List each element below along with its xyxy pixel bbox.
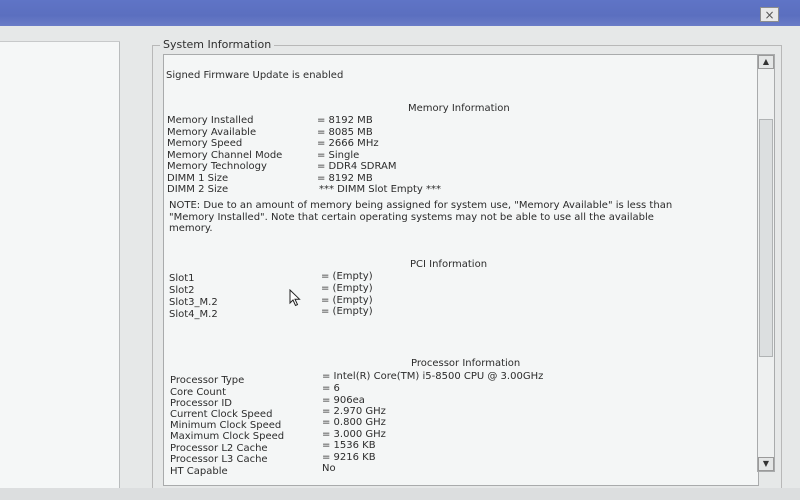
slot2-label: Slot2	[169, 285, 195, 296]
memory-available-label: Memory Available	[167, 126, 257, 138]
ht-capable-value: No	[322, 463, 336, 474]
close-button[interactable]	[760, 7, 779, 22]
l3-cache-label: Processor L3 Cache	[170, 454, 268, 465]
memory-speed-label: Memory Speed	[167, 138, 243, 149]
core-count-label: Core Count	[170, 387, 227, 398]
left-navigation-panel	[0, 41, 120, 500]
pci-information-heading: PCI Information	[410, 259, 488, 270]
slot3-value: = (Empty)	[321, 295, 373, 306]
l2-cache-value: = 1536 KB	[322, 440, 376, 451]
memory-installed-label: Memory Installed	[167, 115, 254, 126]
memory-channel-mode-value: = Single	[317, 149, 360, 161]
memory-technology-label: Memory Technology	[167, 161, 267, 172]
dimm1-size-value: = 8192 MB	[317, 172, 373, 184]
processor-type-label: Processor Type	[170, 375, 245, 386]
memory-available-value: = 8085 MB	[317, 126, 373, 138]
arrow-up-icon: ▲	[762, 57, 770, 66]
slot4-label: Slot4_M.2	[169, 309, 218, 320]
slot1-label: Slot1	[169, 273, 195, 284]
slot2-value: = (Empty)	[321, 283, 373, 294]
group-title: System Information	[160, 38, 274, 51]
ht-capable-label: HT Capable	[170, 466, 228, 477]
minimum-clock-speed-label: Minimum Clock Speed	[170, 420, 282, 431]
maximum-clock-speed-value: = 3.000 GHz	[322, 429, 386, 440]
current-clock-speed-label: Current Clock Speed	[170, 409, 273, 420]
firmware-status-text: Signed Firmware Update is enabled	[166, 70, 344, 81]
current-clock-speed-value: = 2.970 GHz	[322, 406, 386, 417]
l2-cache-label: Processor L2 Cache	[170, 443, 268, 454]
scroll-down-button[interactable]	[758, 457, 774, 471]
processor-type-value: = Intel(R) Core(TM) i5-8500 CPU @ 3.00GHz	[322, 371, 544, 382]
scroll-up-button[interactable]	[758, 55, 774, 69]
dimm2-size-value: *** DIMM Slot Empty ***	[319, 184, 442, 195]
memory-technology-value: = DDR4 SDRAM	[317, 161, 397, 172]
memory-note: NOTE: Due to an amount of memory being assigned for system use, "Memory Available" is less than "Memory Installed". Note that certain operating systems may not be able to use all the available memory.	[169, 200, 673, 234]
processor-id-label: Processor ID	[170, 398, 232, 409]
minimum-clock-speed-value: = 0.800 GHz	[322, 417, 386, 428]
core-count-value: = 6	[322, 383, 340, 394]
processor-id-value: = 906ea	[322, 395, 365, 406]
bottom-status-area	[0, 488, 800, 500]
l3-cache-value: = 9216 KB	[322, 452, 376, 463]
slot3-label: Slot3_M.2	[169, 297, 218, 308]
memory-installed-value: = 8192 MB	[317, 115, 373, 126]
memory-speed-value: = 2666 MHz	[317, 138, 379, 149]
system-information-content	[163, 54, 759, 486]
mouse-pointer-icon	[289, 289, 303, 307]
window-title-bar	[0, 0, 800, 26]
panel-divider	[0, 41, 120, 42]
dimm2-size-label: DIMM 2 Size	[167, 184, 229, 195]
dimm1-size-label: DIMM 1 Size	[167, 172, 229, 184]
scrollbar-thumb[interactable]	[759, 119, 773, 357]
slot1-value: = (Empty)	[321, 271, 373, 282]
memory-information-heading: Memory Information	[408, 103, 510, 114]
processor-information-heading: Processor Information	[411, 358, 521, 369]
maximum-clock-speed-label: Maximum Clock Speed	[170, 431, 285, 442]
slot4-value: = (Empty)	[321, 306, 373, 317]
vertical-scrollbar[interactable]	[757, 54, 775, 472]
memory-channel-mode-label: Memory Channel Mode	[167, 149, 283, 161]
close-icon: ×	[764, 7, 775, 22]
arrow-down-icon: ▼	[762, 459, 770, 468]
